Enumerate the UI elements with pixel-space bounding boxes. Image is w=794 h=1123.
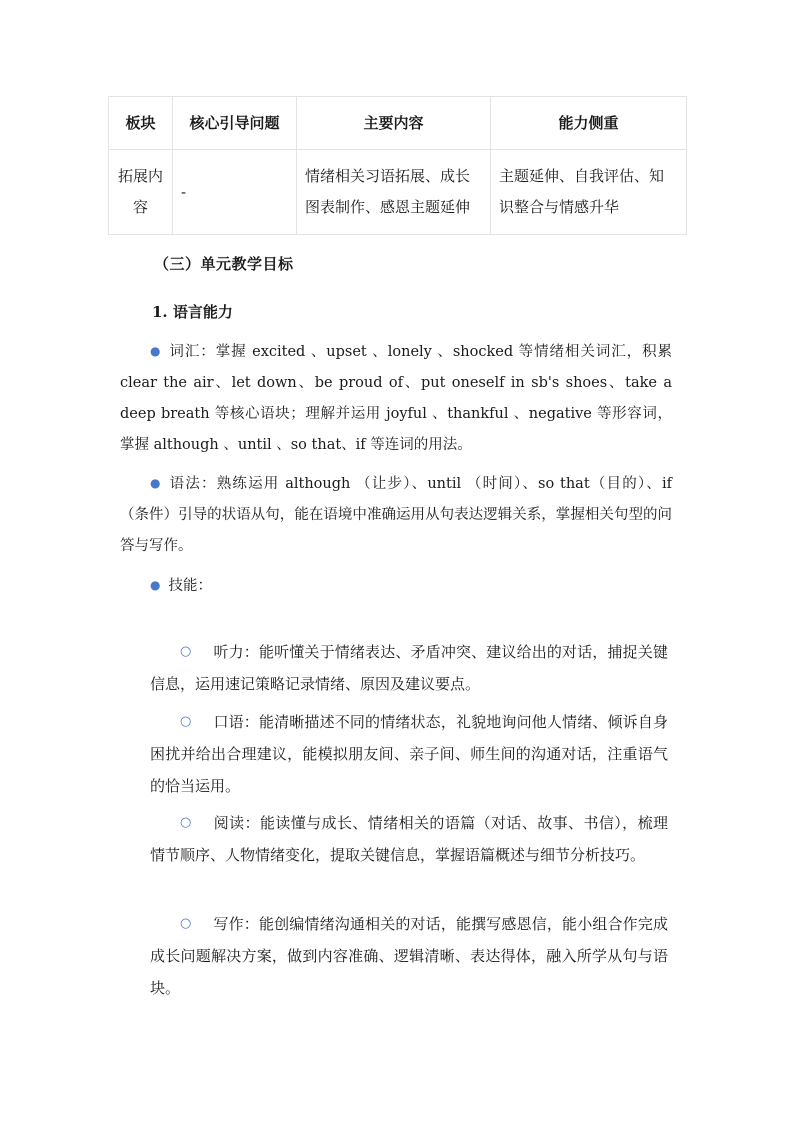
- bullet-text: 掌握 excited 、upset 、lonely 、shocked 等情绪相关词汇，积累 clear the air、let down、be proud of、put oneself in sb's shoes、take a deep breath 等核心语块；理解并运用 joyful 、thankful 、negative 等形容词，掌握 although 、until 、so that、if 等连词的用法。: [120, 344, 673, 453]
- cell-main-content: 情绪相关习语拓展、成长图表制作、感恩主题延伸: [297, 150, 491, 235]
- bullet-label: 技能：: [168, 578, 212, 594]
- table-header-row: [109, 97, 687, 150]
- section-title: （三）单元教学目标: [154, 255, 294, 273]
- header-guiding-question: 核心引导问题: [173, 97, 297, 150]
- bullet-skills: [120, 570, 672, 602]
- skill-text: 能创编情绪沟通相关的对话，能撰写感恩信，能小组合作完成成长问题解决方案，做到内容准确、逻辑清晰、表达得体，融入所学从句与语块。: [150, 915, 668, 997]
- bullet-label: 语法：: [168, 476, 217, 492]
- header-section: 板块: [109, 97, 173, 150]
- skill-reading: [150, 807, 668, 871]
- hollow-circle-icon: ○: [180, 815, 192, 830]
- bullet-grammar: [120, 468, 672, 562]
- skill-label: 听力：: [213, 643, 259, 661]
- bullet-vocabulary: [120, 336, 672, 461]
- bullet-icon: ●: [150, 578, 161, 592]
- hollow-circle-icon: ○: [180, 714, 192, 729]
- skill-text: 能听懂关于情绪表达、矛盾冲突、建议给出的对话，捕捉关键信息，运用速记策略记录情绪、原因及建议要点。: [150, 643, 668, 693]
- skill-listening: [150, 636, 668, 700]
- skill-label: 写作：: [213, 915, 259, 933]
- skill-writing: [150, 908, 668, 1004]
- cell-ability-focus: 主题延伸、自我评估、知识整合与情感升华: [491, 150, 687, 235]
- skill-label: 阅读：: [213, 814, 260, 832]
- bullet-label: 词汇：: [168, 344, 216, 360]
- table-row: [109, 150, 687, 235]
- skill-label: 口语：: [213, 713, 259, 731]
- bullet-text: 熟练运用 although （让步）、until （时间）、so that（目的）、if （条件）引导的状语从句，能在语境中准确运用从句表达逻辑关系，掌握相关句型的问答与写作。: [120, 476, 672, 554]
- hollow-circle-icon: ○: [180, 644, 192, 659]
- cell-section: 拓展内容: [109, 150, 173, 235]
- subsection-title: 1. 语言能力: [152, 303, 233, 321]
- skill-text: 能读懂与成长、情绪相关的语篇（对话、故事、书信），梳理情节顺序、人物情绪变化，提取关键信息，掌握语篇概述与细节分析技巧。: [150, 814, 668, 864]
- bullet-icon: ●: [150, 344, 161, 358]
- hollow-circle-icon: ○: [180, 916, 192, 931]
- unit-overview-table: [108, 96, 687, 235]
- skill-speaking: [150, 706, 668, 802]
- cell-guiding-question: -: [173, 150, 297, 235]
- skill-text: 能清晰描述不同的情绪状态，礼貌地询问他人情绪、倾诉自身困扰并给出合理建议，能模拟朋友间、亲子间、师生间的沟通对话，注重语气的恰当运用。: [150, 713, 668, 795]
- header-ability-focus: 能力侧重: [491, 97, 687, 150]
- header-main-content: 主要内容: [297, 97, 491, 150]
- bullet-icon: ●: [150, 476, 161, 490]
